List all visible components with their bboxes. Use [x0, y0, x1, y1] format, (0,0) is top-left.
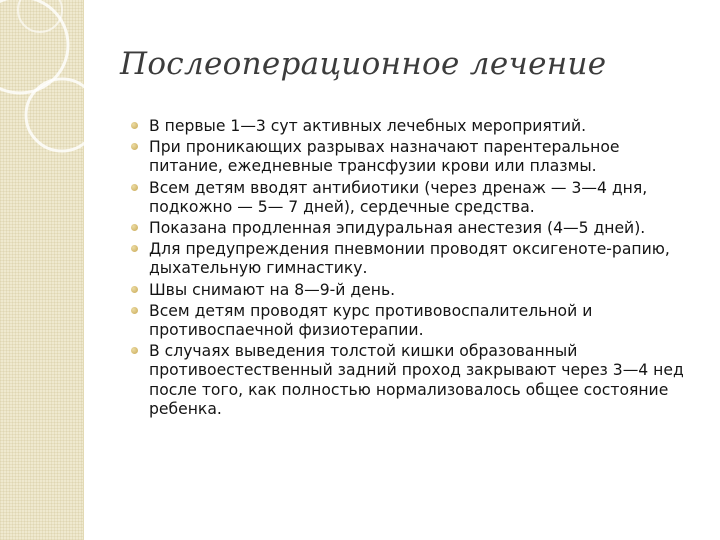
bullet-icon	[131, 245, 138, 252]
slide-title: Послеоперационное лечение	[120, 46, 607, 82]
list-item	[131, 219, 696, 238]
list-item	[131, 179, 696, 217]
bullet-icon	[131, 143, 138, 150]
bullet-icon	[131, 347, 138, 354]
bullet-text: Швы снимают на 8—9-й день.	[149, 280, 396, 299]
bullet-icon	[131, 184, 138, 191]
list-item	[131, 302, 696, 340]
list-item	[131, 117, 696, 136]
bullet-text: Всем детям вводят антибиотики (через дренаж — 3—4 дня, подкожно — 5— 7 дней), сердечные средства.	[149, 178, 648, 216]
list-item	[131, 240, 696, 278]
bullet-icon	[131, 286, 138, 293]
list-item	[131, 342, 696, 419]
bullet-icon	[131, 224, 138, 231]
decorative-circles	[0, 0, 120, 200]
bullet-icon	[131, 307, 138, 314]
bullet-text: Всем детям проводят курс противовоспалительной и противоспаечной физиотерапии.	[149, 301, 593, 340]
list-item	[131, 138, 696, 176]
list-item	[131, 281, 696, 300]
bullet-text: Для предупреждения пневмонии проводят оксигеноте-рапию, дыхательную гимнастику.	[149, 240, 670, 278]
bullet-text: Показана продленная эпидуральная анестезия (4—5 дней).	[149, 219, 646, 238]
bullet-text: При проникающих разрывах назначают парентеральное питание, ежедневные трансфузии крови или плазмы.	[149, 138, 620, 176]
bullet-list	[131, 117, 696, 421]
bullet-icon	[131, 122, 138, 129]
bullet-text: В первые 1—3 сут активных лечебных мероприятий.	[149, 117, 587, 135]
bullet-text: В случаях выведения толстой кишки образованный противоестественный задний проход закрывают через 3—4 нед после того, как полностью нормализовалось общее состояние ребенка.	[149, 342, 684, 418]
